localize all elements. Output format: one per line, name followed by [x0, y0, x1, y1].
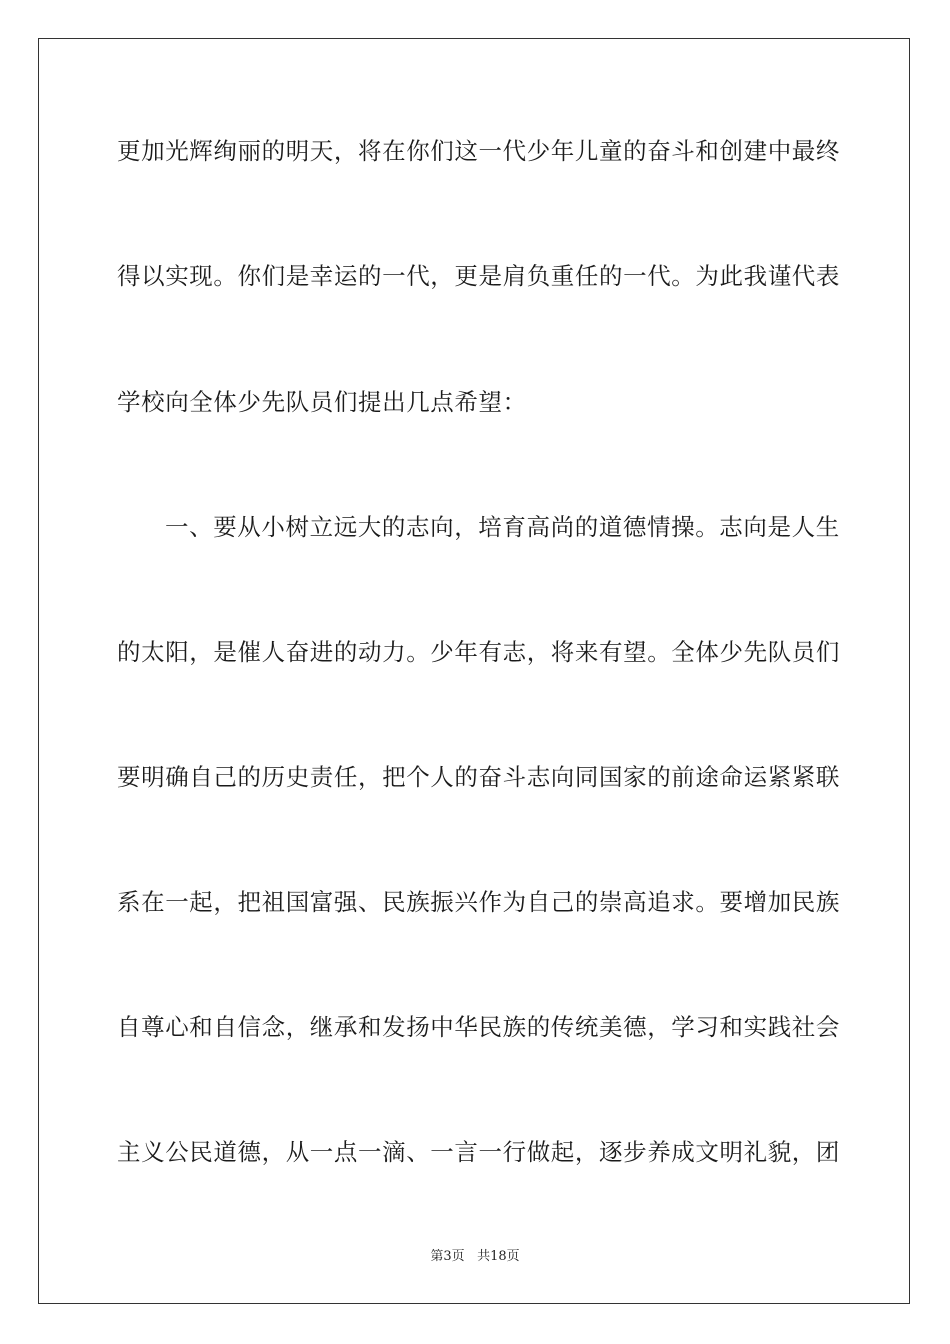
paragraph-first-line: 一、要从小树立远大的志向，培育高尚的道德情操。志向是人生 — [165, 513, 840, 541]
body-text-line: 学校向全体少先队员们提出几点希望： — [117, 388, 527, 416]
body-text-line: 的太阳，是催人奋进的动力。少年有志，将来有望。全体少先队员们 — [117, 638, 840, 666]
total-pages: 共18页 — [477, 1249, 520, 1264]
body-text-line: 要明确自己的历史责任，把个人的奋斗志向同国家的前途命运紧紧联 — [117, 763, 840, 791]
body-text-line: 系在一起，把祖国富强、民族振兴作为自己的崇高追求。要增加民族 — [117, 888, 840, 916]
body-text-line: 自尊心和自信念，继承和发扬中华民族的传统美德，学习和实践社会 — [117, 1013, 840, 1041]
page-number: 第3页 — [430, 1249, 465, 1264]
body-text-line: 主义公民道德，从一点一滴、一言一行做起，逐步养成文明礼貌，团 — [117, 1138, 840, 1166]
body-text-line: 更加光辉绚丽的明天，将在你们这一代少年儿童的奋斗和创建中最终 — [117, 137, 840, 165]
page-footer — [0, 1248, 950, 1266]
body-text-line: 得以实现。你们是幸运的一代，更是肩负重任的一代。为此我谨代表 — [117, 262, 840, 290]
page-border — [38, 38, 910, 1304]
